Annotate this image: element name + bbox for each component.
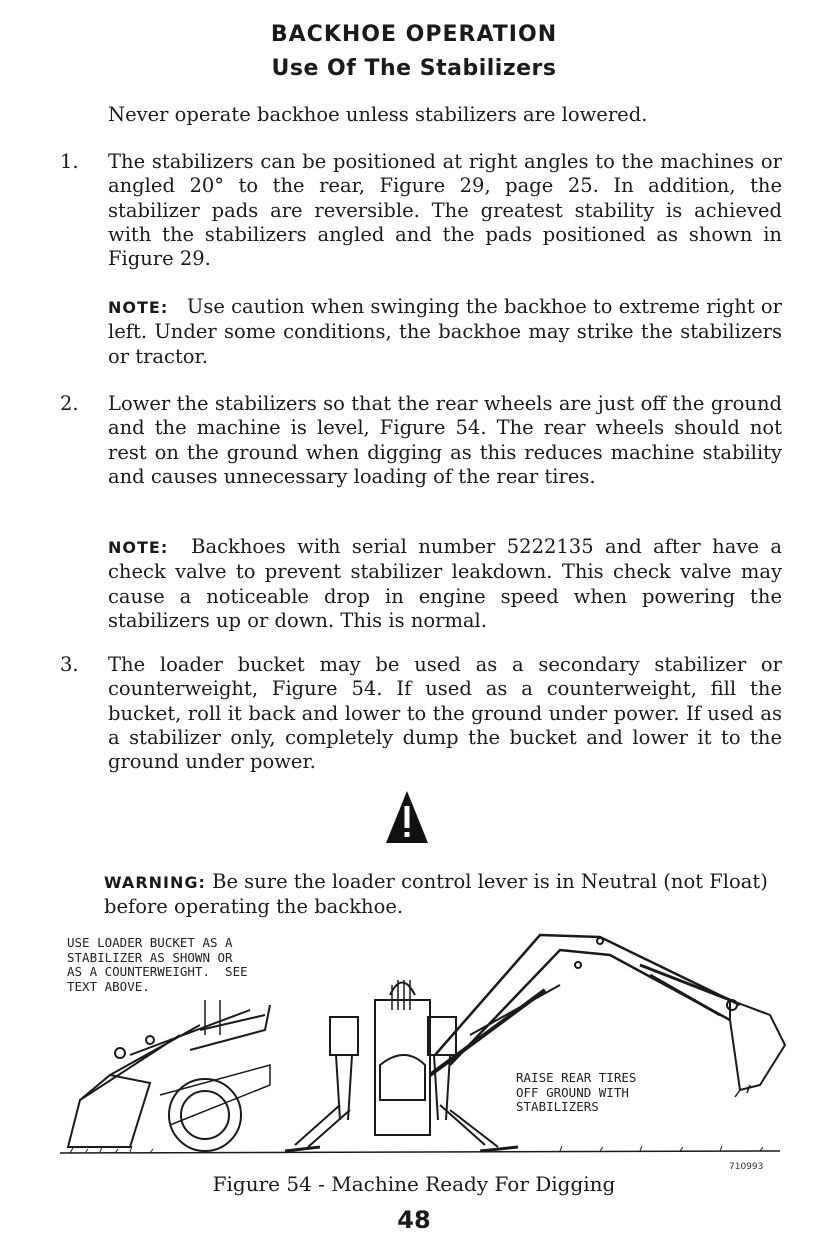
warning-paragraph — [104, 870, 778, 920]
warning-text: Be sure the loader control lever is in Neutral (not Float) before operating the backhoe. — [104, 870, 768, 919]
intro-text: Never operate backhoe unless stabilizers are lowered. — [108, 103, 648, 126]
note-paragraph — [108, 535, 782, 633]
step-number: 3. — [60, 653, 79, 676]
step-number: 1. — [60, 150, 79, 173]
figure-label-loader: USE LOADER BUCKET AS A STABILIZER AS SHOWN OR AS A COUNTERWEIGHT. SEE TEXT ABOVE. — [67, 935, 248, 994]
figure-label-stabilizers: RAISE REAR TIRES OFF GROUND WITH STABILIZERS — [516, 1070, 637, 1114]
warning-label: WARNING: — [104, 873, 206, 892]
figure-caption: Figure 54 - Machine Ready For Digging — [212, 1172, 616, 1196]
section-title: BACKHOE OPERATION — [270, 22, 558, 47]
section-subtitle: Use Of The Stabilizers — [271, 56, 557, 81]
warning-triangle-icon — [384, 789, 430, 845]
step-text: The loader bucket may be used as a secondary stabilizer or counterweight, Figure 54. If used as a counterweight, fill the bucket, roll it back and lower to the ground under power. If used as a stabilizer only, completely dump the bucket and lower it to the ground under power. — [108, 653, 782, 774]
step-number: 2. — [60, 392, 79, 415]
note-text: Use caution when swinging the backhoe to extreme right or left. Under some conditions, the backhoe may strike the stabilizers or tractor. — [108, 295, 782, 368]
note-paragraph — [108, 295, 782, 369]
note-label: NOTE: — [108, 298, 169, 317]
note-label: NOTE: — [108, 538, 169, 557]
step-text: The stabilizers can be positioned at right angles to the machines or angled 20° to the rear, Figure 29, page 25. In addition, the stabilizer pads are reversible. The greatest stability is achieved with the stabilizers angled and the pads positioned as shown in Figure 29. — [108, 150, 782, 271]
step-text: Lower the stabilizers so that the rear wheels are just off the ground and the machine is level, Figure 54. The rear wheels should not rest on the ground when digging as this reduces machine stability and causes unnecessary loading of the rear tires. — [108, 392, 782, 488]
page-number: 48 — [397, 1206, 431, 1234]
figure-id: 710993 — [729, 1162, 764, 1172]
note-text: Backhoes with serial number 5222135 and after have a check valve to prevent stabilizer leakdown. This check valve may cause a noticeable drop in engine speed when powering the stabilizers up or down. This is normal. — [108, 535, 782, 632]
